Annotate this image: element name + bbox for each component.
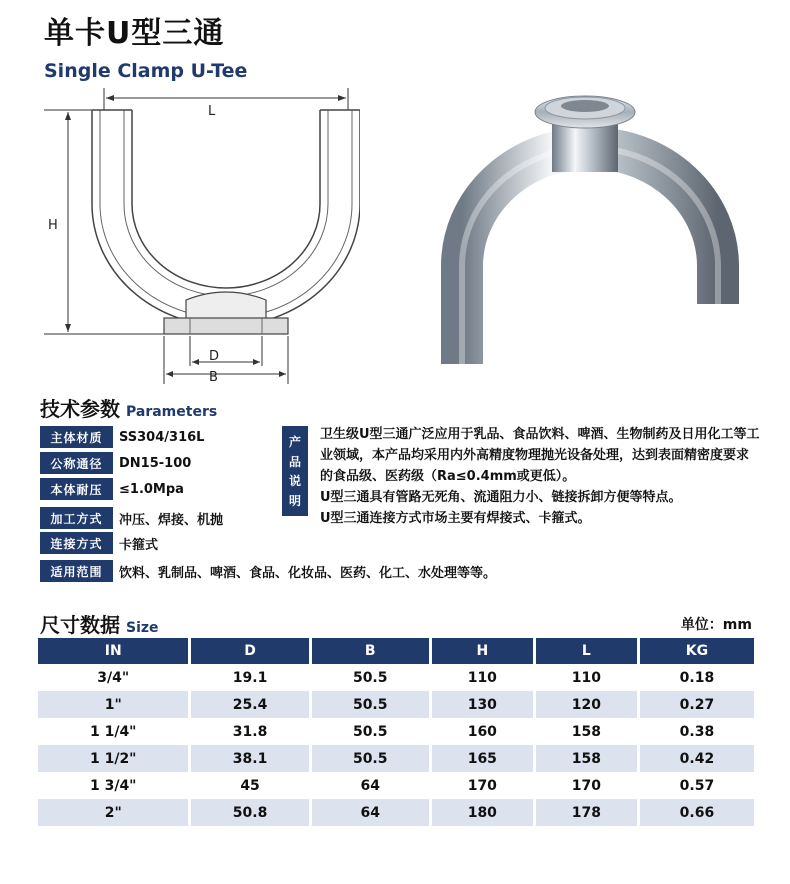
table-cell: 165	[430, 745, 534, 772]
table-cell: 110	[534, 664, 638, 691]
table-cell: 31.8	[190, 718, 310, 745]
description-paragraph: 卫生级U型三通广泛应用于乳品、食品饮料、啤酒、生物制药及日用化工等工业领域，本产品均采用内外高精度物理抛光设备处理，达到表面精密度要求的食品级、医药级（Ra≤0.4mm或更低）。	[320, 427, 760, 484]
param-row-diameter	[40, 452, 191, 474]
description-paragraph: U型三通连接方式市场主要有焊接式、卡箍式。	[320, 511, 591, 526]
unit-label: 单位：mm	[680, 617, 752, 633]
table-cell: 0.42	[638, 745, 754, 772]
table-cell: 50.5	[310, 691, 430, 718]
column-header: IN	[38, 638, 190, 664]
table-cell: 1 1/2"	[38, 745, 190, 772]
column-header: D	[190, 638, 310, 664]
size-heading-cn: 尺寸数据	[40, 613, 120, 637]
param-row-material	[40, 426, 204, 448]
table-cell: 0.38	[638, 718, 754, 745]
tag-char: 明	[288, 493, 301, 508]
column-header: L	[534, 638, 638, 664]
table-cell: 1 3/4"	[38, 772, 190, 799]
table-cell: 110	[430, 664, 534, 691]
parameters-heading-en: Parameters	[126, 404, 218, 420]
table-cell: 130	[430, 691, 534, 718]
table-cell: 38.1	[190, 745, 310, 772]
table-cell: 64	[310, 799, 430, 826]
page-title: 单卡U型三通	[44, 16, 225, 51]
table-cell: 1 1/4"	[38, 718, 190, 745]
table-cell: 0.27	[638, 691, 754, 718]
table-cell: 170	[430, 772, 534, 799]
table-cell: 158	[534, 745, 638, 772]
table-cell: 0.57	[638, 772, 754, 799]
table-cell: 178	[534, 799, 638, 826]
description-paragraph: U型三通具有管路无死角、流通阻力小、链接拆卸方便等特点。	[320, 490, 682, 505]
product-photo	[440, 88, 740, 384]
table-cell: 50.5	[310, 718, 430, 745]
table-row	[38, 745, 754, 772]
param-value: DN15-100	[119, 455, 192, 471]
column-header: KG	[638, 638, 754, 664]
dimension-b-label: B	[209, 370, 218, 385]
tag-char: 品	[288, 454, 301, 469]
param-label: 本体耐压	[40, 478, 113, 500]
table-row	[38, 772, 754, 799]
table-cell: 0.66	[638, 799, 754, 826]
size-table	[38, 638, 754, 826]
table-header-row	[38, 638, 754, 664]
product-description-tag	[282, 426, 308, 516]
dimension-l-label: L	[208, 104, 216, 119]
table-cell: 170	[534, 772, 638, 799]
table-cell: 160	[430, 718, 534, 745]
table-cell: 2"	[38, 799, 190, 826]
parameters-heading-cn: 技术参数	[40, 397, 120, 421]
size-heading	[40, 609, 159, 638]
technical-drawing	[40, 84, 360, 390]
table-cell: 25.4	[190, 691, 310, 718]
tag-char: 产	[288, 435, 301, 450]
param-value: SS304/316L	[119, 429, 205, 445]
param-label: 主体材质	[40, 426, 113, 448]
table-row	[38, 799, 754, 826]
param-label: 连接方式	[40, 532, 113, 554]
param-value: 冲压、焊接、机抛	[119, 512, 224, 528]
table-cell: 64	[310, 772, 430, 799]
table-cell: 120	[534, 691, 638, 718]
param-value: ≤1.0Mpa	[119, 481, 184, 497]
param-label: 适用范围	[40, 560, 113, 582]
param-value: 卡箍式	[119, 537, 159, 553]
tag-char: 说	[288, 474, 301, 489]
dimension-h-label: H	[48, 218, 58, 233]
table-row	[38, 664, 754, 691]
table-cell: 1"	[38, 691, 190, 718]
param-row-connection	[40, 532, 158, 554]
table-cell: 0.18	[638, 664, 754, 691]
table-cell: 45	[190, 772, 310, 799]
product-description	[320, 424, 760, 529]
table-row	[38, 691, 754, 718]
table-cell: 50.8	[190, 799, 310, 826]
param-row-application	[40, 560, 496, 582]
table-row	[38, 718, 754, 745]
table-cell: 50.5	[310, 745, 430, 772]
param-row-processing	[40, 507, 223, 529]
param-value: 饮料、乳制品、啤酒、食品、化妆品、医药、化工、水处理等等。	[119, 565, 497, 581]
column-header: H	[430, 638, 534, 664]
param-label: 公称通径	[40, 452, 113, 474]
param-row-pressure	[40, 478, 184, 500]
table-cell: 158	[534, 718, 638, 745]
parameters-heading	[40, 393, 217, 422]
table-cell: 19.1	[190, 664, 310, 691]
dimension-d-label: D	[209, 349, 220, 364]
column-header: B	[310, 638, 430, 664]
page-subtitle: Single Clamp U-Tee	[44, 60, 248, 82]
table-cell: 180	[430, 799, 534, 826]
param-label: 加工方式	[40, 507, 113, 529]
table-cell: 3/4"	[38, 664, 190, 691]
table-cell: 50.5	[310, 664, 430, 691]
size-heading-en: Size	[126, 620, 159, 636]
